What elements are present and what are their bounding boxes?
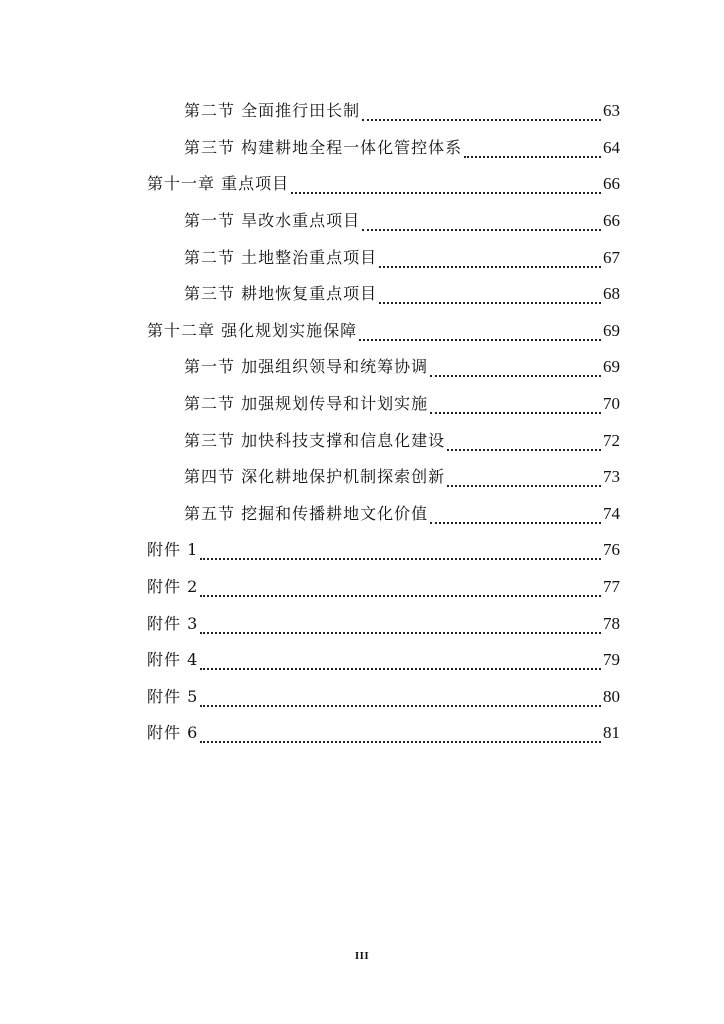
toc-entry-page: 68 — [603, 284, 620, 304]
toc-entry[interactable] — [0, 93, 724, 130]
toc-entry-page: 69 — [603, 320, 620, 340]
dot-leader — [430, 361, 601, 377]
dot-leader — [362, 105, 601, 121]
toc-entry-page: 63 — [603, 101, 620, 121]
toc-entry-page: 81 — [603, 723, 620, 743]
toc-entry[interactable] — [0, 715, 724, 752]
toc-entry-page: 72 — [603, 430, 620, 450]
toc-entry-title: 第五节 挖掘和传播耕地文化价值 — [184, 503, 429, 523]
dot-leader — [379, 288, 601, 304]
toc-entry[interactable] — [0, 313, 724, 350]
toc-entry[interactable] — [0, 459, 724, 496]
toc-entry-page: 74 — [603, 503, 620, 523]
toc-entry-title: 第二节 全面推行田长制 — [184, 101, 361, 121]
toc-entry[interactable] — [0, 276, 724, 313]
dot-leader — [430, 398, 601, 414]
page-number: III — [354, 950, 370, 962]
toc-entry-title: 附件 2 — [147, 577, 199, 597]
toc-entry[interactable] — [0, 239, 724, 276]
dot-leader — [379, 252, 601, 268]
dot-leader — [359, 325, 601, 341]
toc-entry-title: 第十二章 强化规划实施保障 — [147, 320, 358, 340]
toc-entry-title: 第十一章 重点项目 — [147, 174, 290, 194]
dot-leader — [200, 544, 601, 560]
toc-entry[interactable] — [0, 679, 724, 716]
dot-leader — [200, 727, 601, 743]
dot-leader — [447, 435, 601, 451]
toc-entry-title: 第二节 加强规划传导和计划实施 — [184, 394, 429, 414]
dot-leader — [200, 691, 601, 707]
toc-entry[interactable] — [0, 166, 724, 203]
dot-leader — [430, 508, 601, 524]
toc-entry-title: 附件 1 — [147, 540, 199, 560]
toc-entry-page: 78 — [603, 613, 620, 633]
toc-entry-page: 80 — [603, 686, 620, 706]
dot-leader — [362, 215, 601, 231]
dot-leader — [200, 581, 601, 597]
toc-entry[interactable] — [0, 605, 724, 642]
toc-entry[interactable] — [0, 642, 724, 679]
toc-entry-title: 附件 6 — [147, 723, 199, 743]
dot-leader — [447, 471, 601, 487]
toc-entry[interactable] — [0, 496, 724, 533]
toc-entry-title: 第二节 土地整治重点项目 — [184, 247, 378, 267]
toc-entry-title: 第一节 旱改水重点项目 — [184, 211, 361, 231]
toc-entry-page: 76 — [603, 540, 620, 560]
toc-entry[interactable] — [0, 349, 724, 386]
toc-entry-page: 67 — [603, 247, 620, 267]
toc-entry-title: 附件 4 — [147, 650, 199, 670]
toc-entry-page: 69 — [603, 357, 620, 377]
toc-entry[interactable] — [0, 569, 724, 606]
toc-entry-page: 66 — [603, 211, 620, 231]
toc-entry-page: 70 — [603, 394, 620, 414]
toc-entry-title: 第三节 加快科技支撑和信息化建设 — [184, 430, 446, 450]
toc-entry-title: 第三节 构建耕地全程一体化管控体系 — [184, 137, 463, 157]
dot-leader — [291, 178, 601, 194]
toc-entry-title: 第一节 加强组织领导和统筹协调 — [184, 357, 429, 377]
dot-leader — [200, 618, 601, 634]
toc-entry[interactable] — [0, 422, 724, 459]
toc-entry-page: 66 — [603, 174, 620, 194]
toc-entry-title: 第三节 耕地恢复重点项目 — [184, 284, 378, 304]
toc-entry[interactable] — [0, 203, 724, 240]
toc-entry[interactable] — [0, 130, 724, 167]
dot-leader — [464, 142, 601, 158]
toc-entry-title: 附件 3 — [147, 613, 199, 633]
dot-leader — [200, 654, 601, 670]
toc-entry-page: 64 — [603, 137, 620, 157]
toc-entry-page: 73 — [603, 467, 620, 487]
toc-entry-page: 77 — [603, 577, 620, 597]
toc-entry-page: 79 — [603, 650, 620, 670]
toc-entry-title: 第四节 深化耕地保护机制探索创新 — [184, 467, 446, 487]
toc-entry-title: 附件 5 — [147, 686, 199, 706]
toc-entry[interactable] — [0, 532, 724, 569]
toc-entry[interactable] — [0, 386, 724, 423]
table-of-contents — [0, 93, 724, 752]
